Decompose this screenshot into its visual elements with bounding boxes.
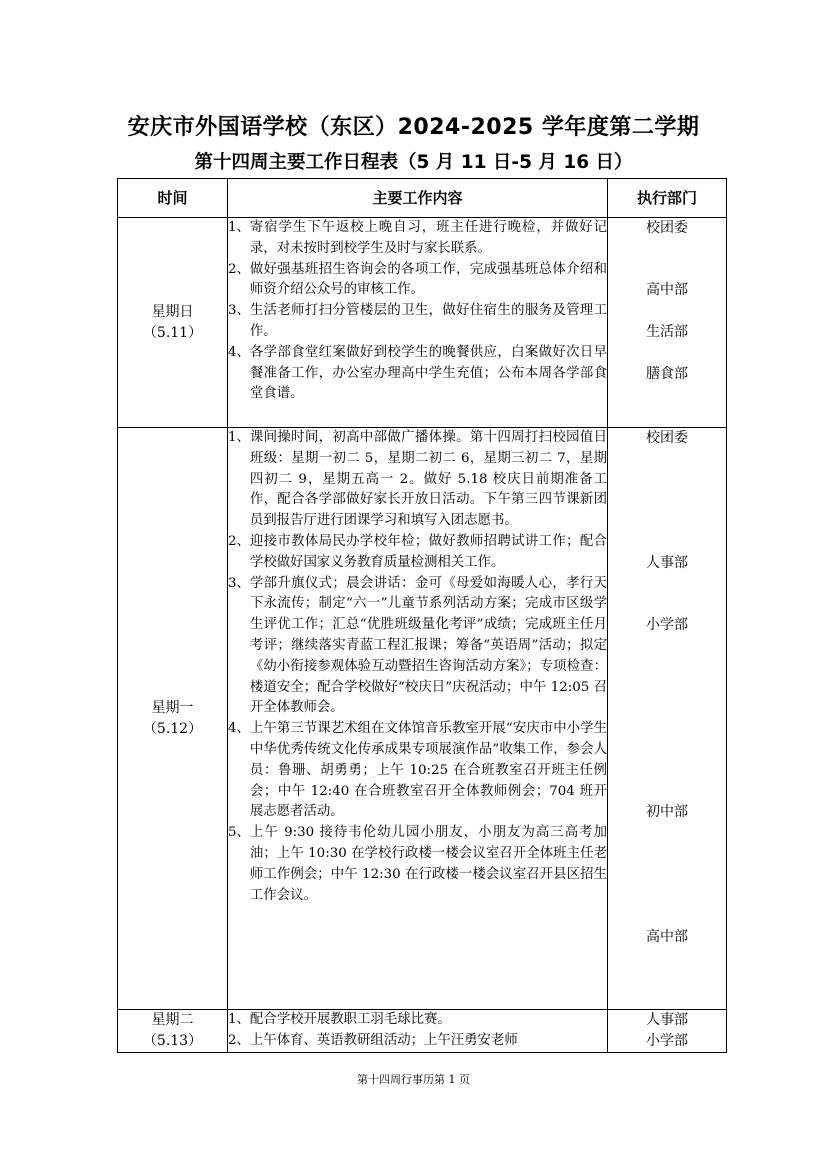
item-number: 3、 (228, 303, 250, 319)
day-cell (118, 1010, 228, 1053)
dept-spacer (608, 301, 726, 322)
dept-spacer (608, 343, 726, 364)
dept-spacer (608, 470, 726, 491)
dept-spacer (608, 239, 726, 260)
dept-spacer (608, 574, 726, 595)
work-item (228, 532, 607, 574)
day-name: 星期日 (151, 303, 194, 320)
dept-spacer (608, 782, 726, 803)
dept-cell (608, 218, 727, 428)
day-name: 星期二 (151, 1012, 194, 1028)
dept-name: 膳食部 (646, 365, 688, 382)
dept-spacer (608, 844, 726, 865)
dept-spacer (608, 719, 726, 740)
work-item (228, 428, 607, 532)
dept-spacer (608, 823, 726, 844)
dept-spacer (608, 886, 726, 907)
item-text: 上午第三节课艺术组在文体馆音乐教室开展“安庆市中小学生中华优秀传统文化传承成果专项展演作品”收集工作，参会人员：鲁珊、胡勇勇；上午 10:25 在合班教室召开班主任例会；中午 12:40 在合班教室召开全体教师例会；704 班开展志愿者活动。 (249, 721, 607, 820)
item-number: 4、 (228, 721, 250, 737)
item-number: 4、 (228, 344, 250, 360)
work-item (228, 1031, 607, 1052)
dept-spacer (608, 449, 726, 470)
work-item (228, 218, 607, 260)
work-item (228, 301, 607, 343)
item-text: 课间操时间，初高中部做广播体操。第十四周打扫校园值日班级：星期一初二 5，星期二初二 6，星期三初二 7，星期四初二 9，星期五高一 2。做好 5.18 校庆日前期准备工作，配合各学部做好家长开放日活动。下午第三四节课新团员到报告厅进行团课学习和填写入团志愿书。 (249, 430, 607, 529)
content-cell (228, 428, 608, 1010)
work-item (228, 574, 607, 720)
dept-spacer (608, 636, 726, 657)
item-number: 2、 (228, 1032, 250, 1048)
work-item (228, 343, 607, 405)
content-cell (228, 1010, 608, 1053)
dept-spacer (608, 698, 726, 719)
item-number: 1、 (228, 1012, 250, 1027)
dept-spacer (608, 865, 726, 886)
dept-spacer (608, 260, 726, 281)
dept-spacer (608, 761, 726, 782)
item-text: 上午 9:30 接待韦伦幼儿园小朋友，小朋友为高三高考加油；上午 10:30 在学校行政楼一楼会议室召开全体班主任老师工作例会；中午 12:30 在行政楼一楼会议室召开县区招生工作会议。 (249, 825, 607, 903)
item-number: 2、 (228, 533, 250, 549)
item-text: 做好强基班招生咨询会的各项工作，完成强基班总体介绍和师资介绍公众号的审核工作。 (249, 261, 607, 298)
table-header-row (118, 179, 727, 218)
dept-name: 小学部 (646, 617, 688, 634)
dept-name: 小学部 (646, 1032, 688, 1049)
content-cell (228, 218, 608, 428)
day-cell (118, 428, 228, 1010)
item-text: 迎接市教体局民办学校年检；做好教师招聘试讲工作；配合学校做好国家义务教育质量检测相关工作。 (249, 533, 607, 570)
dept-spacer (608, 532, 726, 553)
dept-cell (608, 428, 727, 1010)
work-item (228, 719, 607, 823)
dept-spacer (608, 594, 726, 615)
dept-name: 初中部 (646, 804, 688, 821)
item-text: 配合学校开展教职工羽毛球比赛。 (249, 1012, 451, 1027)
table-row (118, 218, 727, 428)
item-text: 生活老师打扫分管楼层的卫生，做好住宿生的服务及管理工作。 (249, 303, 607, 339)
dept-spacer (608, 511, 726, 532)
dept-name: 高中部 (646, 929, 688, 946)
item-number: 1、 (228, 220, 250, 235)
item-number: 5、 (228, 825, 250, 841)
dept-spacer (608, 740, 726, 761)
work-item (228, 1010, 607, 1031)
work-item (228, 260, 607, 302)
header-time: 时间 (118, 179, 228, 218)
dept-spacer (608, 678, 726, 699)
dept-spacer (608, 906, 726, 927)
day-name: 星期一 (151, 699, 194, 716)
page-footer: 第十四周行事历第 1 页 (357, 1073, 470, 1086)
table-row (118, 1010, 727, 1053)
day-cell (118, 218, 228, 428)
table-row (118, 428, 727, 1010)
item-number: 1、 (228, 430, 250, 445)
work-item (228, 823, 607, 906)
header-content: 主要工作内容 (228, 179, 608, 218)
document-title: 安庆市外国语学校（东区）2024-2025 学年度第二学期 (127, 115, 700, 140)
dept-name: 生活部 (646, 323, 688, 340)
dept-cell (608, 1010, 727, 1053)
item-text: 学部升旗仪式；晨会讲话：金可《母爱如海暖人心，孝行天下永流传；制定“六一”儿童节系列活动方案；完成市区级学生评优工作；汇总“优胜班级量化考评”成绩；完成班主任月考评；继续落实青蓝工程汇报课；筹备“英语周”活动；拟定《幼小衔接参观体验互动暨招生咨询活动方案》；专项检查：楼道安全；配合学校做好“校庆日”庆祝活动；中午 12:05 召开全体教师会。 (249, 575, 607, 716)
item-number: 3、 (228, 575, 250, 591)
day-date: （5.13） (142, 1032, 203, 1049)
dept-name: 高中部 (646, 282, 688, 299)
document-subtitle: 第十四周主要工作日程表（5 月 11 日-5 月 16 日） (194, 152, 633, 173)
dept-name: 人事部 (646, 1012, 688, 1028)
item-text: 各学部食堂红案做好到校学生的晚餐供应，白案做好次日早餐准备工作，办公室办理高中学生充值；公布本周各学部食堂食谱。 (249, 344, 607, 402)
dept-name: 校团委 (646, 220, 688, 236)
item-number: 2、 (228, 261, 250, 277)
dept-spacer (608, 490, 726, 511)
item-text: 寄宿学生下午返校上晚自习，班主任进行晚检，并做好记录，对未按时到校学生及时与家长联系。 (249, 220, 607, 256)
header-dept: 执行部门 (608, 179, 727, 218)
dept-spacer (608, 657, 726, 678)
dept-name: 人事部 (646, 554, 688, 571)
day-date: （5.11） (142, 324, 203, 341)
dept-name: 校团委 (646, 430, 688, 446)
item-text: 上午体育、英语教研组活动；上午汪勇安老师 (249, 1032, 518, 1048)
schedule-rows (118, 218, 727, 1053)
schedule-table (117, 178, 727, 1053)
day-date: （5.12） (142, 720, 203, 737)
